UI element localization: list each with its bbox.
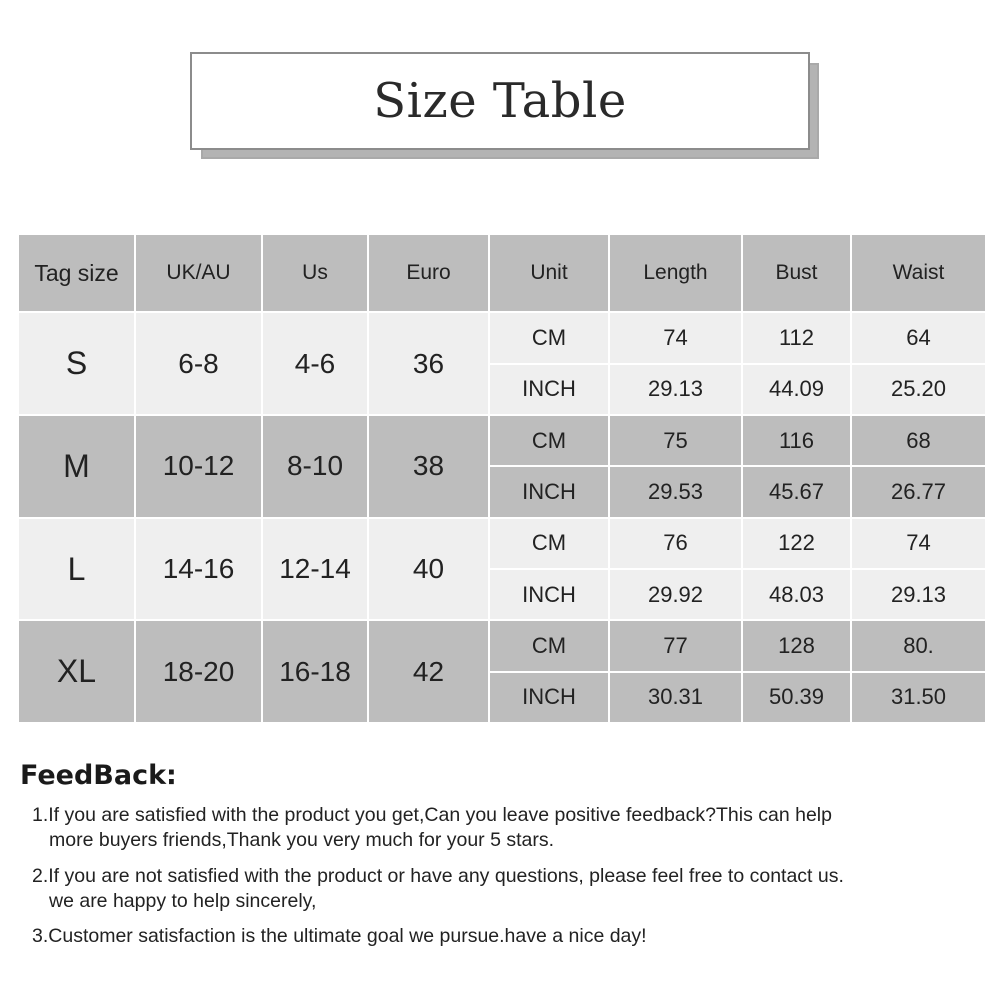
us-cell: 8-10 bbox=[262, 415, 368, 518]
header-unit: Unit bbox=[489, 234, 609, 312]
bust-cell: 112 bbox=[742, 312, 851, 363]
tag-size-cell: L bbox=[18, 518, 135, 621]
euro-cell: 42 bbox=[368, 620, 489, 723]
unit-cell: CM bbox=[489, 312, 609, 363]
feedback-item bbox=[32, 803, 972, 853]
us-cell: 4-6 bbox=[262, 312, 368, 415]
waist-cell: 74 bbox=[851, 518, 986, 569]
bust-cell: 44.09 bbox=[742, 364, 851, 415]
size-table bbox=[17, 233, 987, 724]
title-box bbox=[190, 52, 810, 150]
table-row bbox=[18, 312, 986, 363]
bust-cell: 48.03 bbox=[742, 569, 851, 620]
bust-cell: 122 bbox=[742, 518, 851, 569]
length-cell: 75 bbox=[609, 415, 742, 466]
uk-au-cell: 10-12 bbox=[135, 415, 262, 518]
bust-cell: 128 bbox=[742, 620, 851, 671]
feedback-line: 3.Customer satisfaction is the ultimate goal we pursue.have a nice day! bbox=[32, 925, 647, 947]
header-length: Length bbox=[609, 234, 742, 312]
unit-cell: INCH bbox=[489, 569, 609, 620]
waist-cell: 64 bbox=[851, 312, 986, 363]
euro-cell: 38 bbox=[368, 415, 489, 518]
header-tag-size: Tag size bbox=[18, 234, 135, 312]
waist-cell: 25.20 bbox=[851, 364, 986, 415]
length-cell: 76 bbox=[609, 518, 742, 569]
waist-cell: 29.13 bbox=[851, 569, 986, 620]
unit-cell: INCH bbox=[489, 364, 609, 415]
tag-size-cell: M bbox=[18, 415, 135, 518]
feedback-line: 1.If you are satisfied with the product you get,Can you leave positive feedback?This can help bbox=[32, 804, 832, 826]
header-bust: Bust bbox=[742, 234, 851, 312]
feedback-line: 2.If you are not satisfied with the product or have any questions, please feel free to contact us. bbox=[32, 865, 844, 887]
table-row bbox=[18, 518, 986, 569]
waist-cell: 80. bbox=[851, 620, 986, 671]
feedback-line: we are happy to help sincerely, bbox=[49, 890, 317, 912]
tag-size-cell: S bbox=[18, 312, 135, 415]
bust-cell: 116 bbox=[742, 415, 851, 466]
tag-size-cell: XL bbox=[18, 620, 135, 723]
bust-cell: 45.67 bbox=[742, 466, 851, 517]
uk-au-cell: 14-16 bbox=[135, 518, 262, 621]
waist-cell: 68 bbox=[851, 415, 986, 466]
feedback-item bbox=[32, 924, 972, 949]
length-cell: 74 bbox=[609, 312, 742, 363]
length-cell: 29.53 bbox=[609, 466, 742, 517]
unit-cell: INCH bbox=[489, 672, 609, 723]
header-uk-au: UK/AU bbox=[135, 234, 262, 312]
feedback-line: more buyers friends,Thank you very much for your 5 stars. bbox=[49, 829, 555, 851]
page-title: Size Table bbox=[373, 73, 627, 129]
length-cell: 77 bbox=[609, 620, 742, 671]
waist-cell: 31.50 bbox=[851, 672, 986, 723]
uk-au-cell: 18-20 bbox=[135, 620, 262, 723]
length-cell: 29.13 bbox=[609, 364, 742, 415]
table-header-row bbox=[18, 234, 986, 312]
header-euro: Euro bbox=[368, 234, 489, 312]
header-waist: Waist bbox=[851, 234, 986, 312]
unit-cell: INCH bbox=[489, 466, 609, 517]
euro-cell: 36 bbox=[368, 312, 489, 415]
length-cell: 29.92 bbox=[609, 569, 742, 620]
unit-cell: CM bbox=[489, 415, 609, 466]
us-cell: 16-18 bbox=[262, 620, 368, 723]
table-row bbox=[18, 620, 986, 671]
waist-cell: 26.77 bbox=[851, 466, 986, 517]
us-cell: 12-14 bbox=[262, 518, 368, 621]
feedback-heading: FeedBack: bbox=[20, 760, 177, 791]
table-row bbox=[18, 415, 986, 466]
unit-cell: CM bbox=[489, 518, 609, 569]
feedback-item bbox=[32, 864, 972, 914]
euro-cell: 40 bbox=[368, 518, 489, 621]
uk-au-cell: 6-8 bbox=[135, 312, 262, 415]
length-cell: 30.31 bbox=[609, 672, 742, 723]
header-us: Us bbox=[262, 234, 368, 312]
unit-cell: CM bbox=[489, 620, 609, 671]
bust-cell: 50.39 bbox=[742, 672, 851, 723]
